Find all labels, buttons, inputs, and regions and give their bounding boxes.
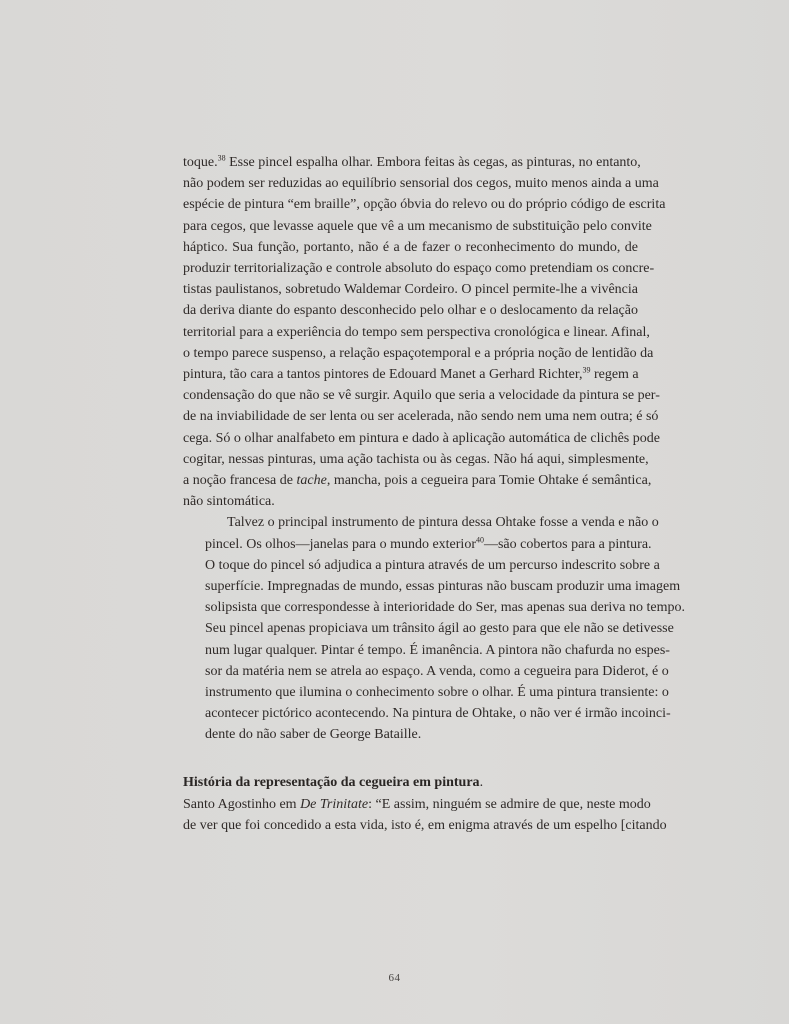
text-line: O toque do pincel só adjudica a pintura através de um percurso indescrito sobre a [205, 557, 660, 573]
text-line: solipsista que correspondesse à interioridade do Ser, mas apenas sua deriva no tempo. [205, 600, 685, 616]
italic-title: De Trinitate [300, 797, 369, 812]
text-line: a noção francesa de tache, mancha, pois a cegueira para Tomie Ohtake é semântica, [183, 473, 652, 489]
text-line: não podem ser reduzidas ao equilíbrio sensorial dos cegos, muito menos ainda a uma [183, 176, 659, 192]
footnote-ref-39: 39 [582, 365, 591, 375]
body-text [183, 152, 685, 746]
text-line: condensação do que não se vê surgir. Aquilo que seria a velocidade da pintura se per- [183, 388, 660, 404]
text-line: Seu pincel apenas propiciava um trânsito ágil ao gesto para que ele não se detivesse [205, 621, 674, 637]
footnote-ref-40: 40 [475, 535, 484, 544]
text-line: da deriva diante do espanto desconhecido pelo olhar e o deslocamento da relação [183, 303, 638, 319]
text-line: num lugar qualquer. Pintar é tempo. É imanência. A pintora não chafurda no espes- [205, 642, 670, 658]
text-line: dente do não saber de George Bataille. [205, 727, 422, 743]
text-line: cega. Só o olhar analfabeto em pintura e dado à aplicação automática de clichês pode [183, 430, 660, 446]
section-body [183, 794, 667, 836]
page-number: 64 [388, 972, 401, 984]
text-line: superfície. Impregnadas de mundo, essas pinturas não buscam produzir uma imagem [205, 579, 681, 595]
paragraph-1 [183, 152, 666, 512]
text-line: Talvez o principal instrumento de pintura dessa Ohtake fosse a venda e não o [227, 515, 659, 531]
text-line: acontecer pictórico acontecendo. Na pintura de Ohtake, o não ver é irmão incoinci- [205, 706, 671, 722]
text-line: Santo Agostinho em De Trinitate: “E assim, ninguém se admire de que, neste modo [183, 797, 651, 812]
text-line: territorial para a experiência do tempo sem perspectiva cronológica e linear. Afinal, [183, 324, 650, 340]
text-line: não sintomática. [183, 494, 275, 510]
text-line: de ver que foi concedido a esta vida, isto é, em enigma através de um espelho [citando [183, 818, 667, 834]
text-line: pintura, tão cara a tantos pintores de Edouard Manet a Gerhard Richter,$^{39}$ regem a [183, 365, 639, 383]
text-line: toque.$^{38}$ Esse pincel espalha olhar. Embora feitas às cegas, as pinturas, no entanto, [183, 153, 641, 170]
section-heading: História da representação da cegueira em pintura. [183, 775, 484, 790]
text-line: espécie de pintura “em braille”, opção óbvia do relevo ou do próprio código de escrita [183, 197, 666, 213]
text-line: pincel. Os olhos—janelas para o mundo exterior$^{40}$—são cobertos para a pintura. [205, 535, 652, 552]
text-line: para cegos, que levasse aquele que vê a um mecanismo de substituição pelo convite [183, 218, 652, 234]
text-line: sor da matéria nem se atrela ao espaço. A venda, como a cegueira para Diderot, é o [205, 663, 669, 679]
text-line: cogitar, nessas pinturas, uma ação tachista ou às cegas. Não há aqui, simplesmente, [183, 451, 649, 467]
text-line: háptico. Sua função, portanto, não é a de fazer o reconhecimento do mundo, de [183, 239, 638, 255]
footnote-ref-38: 38 [217, 153, 226, 163]
text-line: de na inviabilidade de ser lenta ou ser acelerada, não sendo nem uma nem outra; é só [183, 409, 659, 425]
italic-term: tache [296, 473, 327, 489]
text-line: o tempo parece suspenso, a relação espaçotemporal e a própria noção de lentidão da [183, 345, 654, 361]
text-line: tistas paulistanos, sobretudo Waldemar Cordeiro. O pincel permite-lhe a vivência [183, 282, 638, 298]
paragraph-2 [183, 512, 685, 745]
text-line: produzir territorialização e controle absoluto do espaço como pretendiam os concre- [183, 261, 655, 277]
text-line: instrumento que ilumina o conhecimento sobre o olhar. É uma pintura transiente: o [205, 685, 669, 701]
